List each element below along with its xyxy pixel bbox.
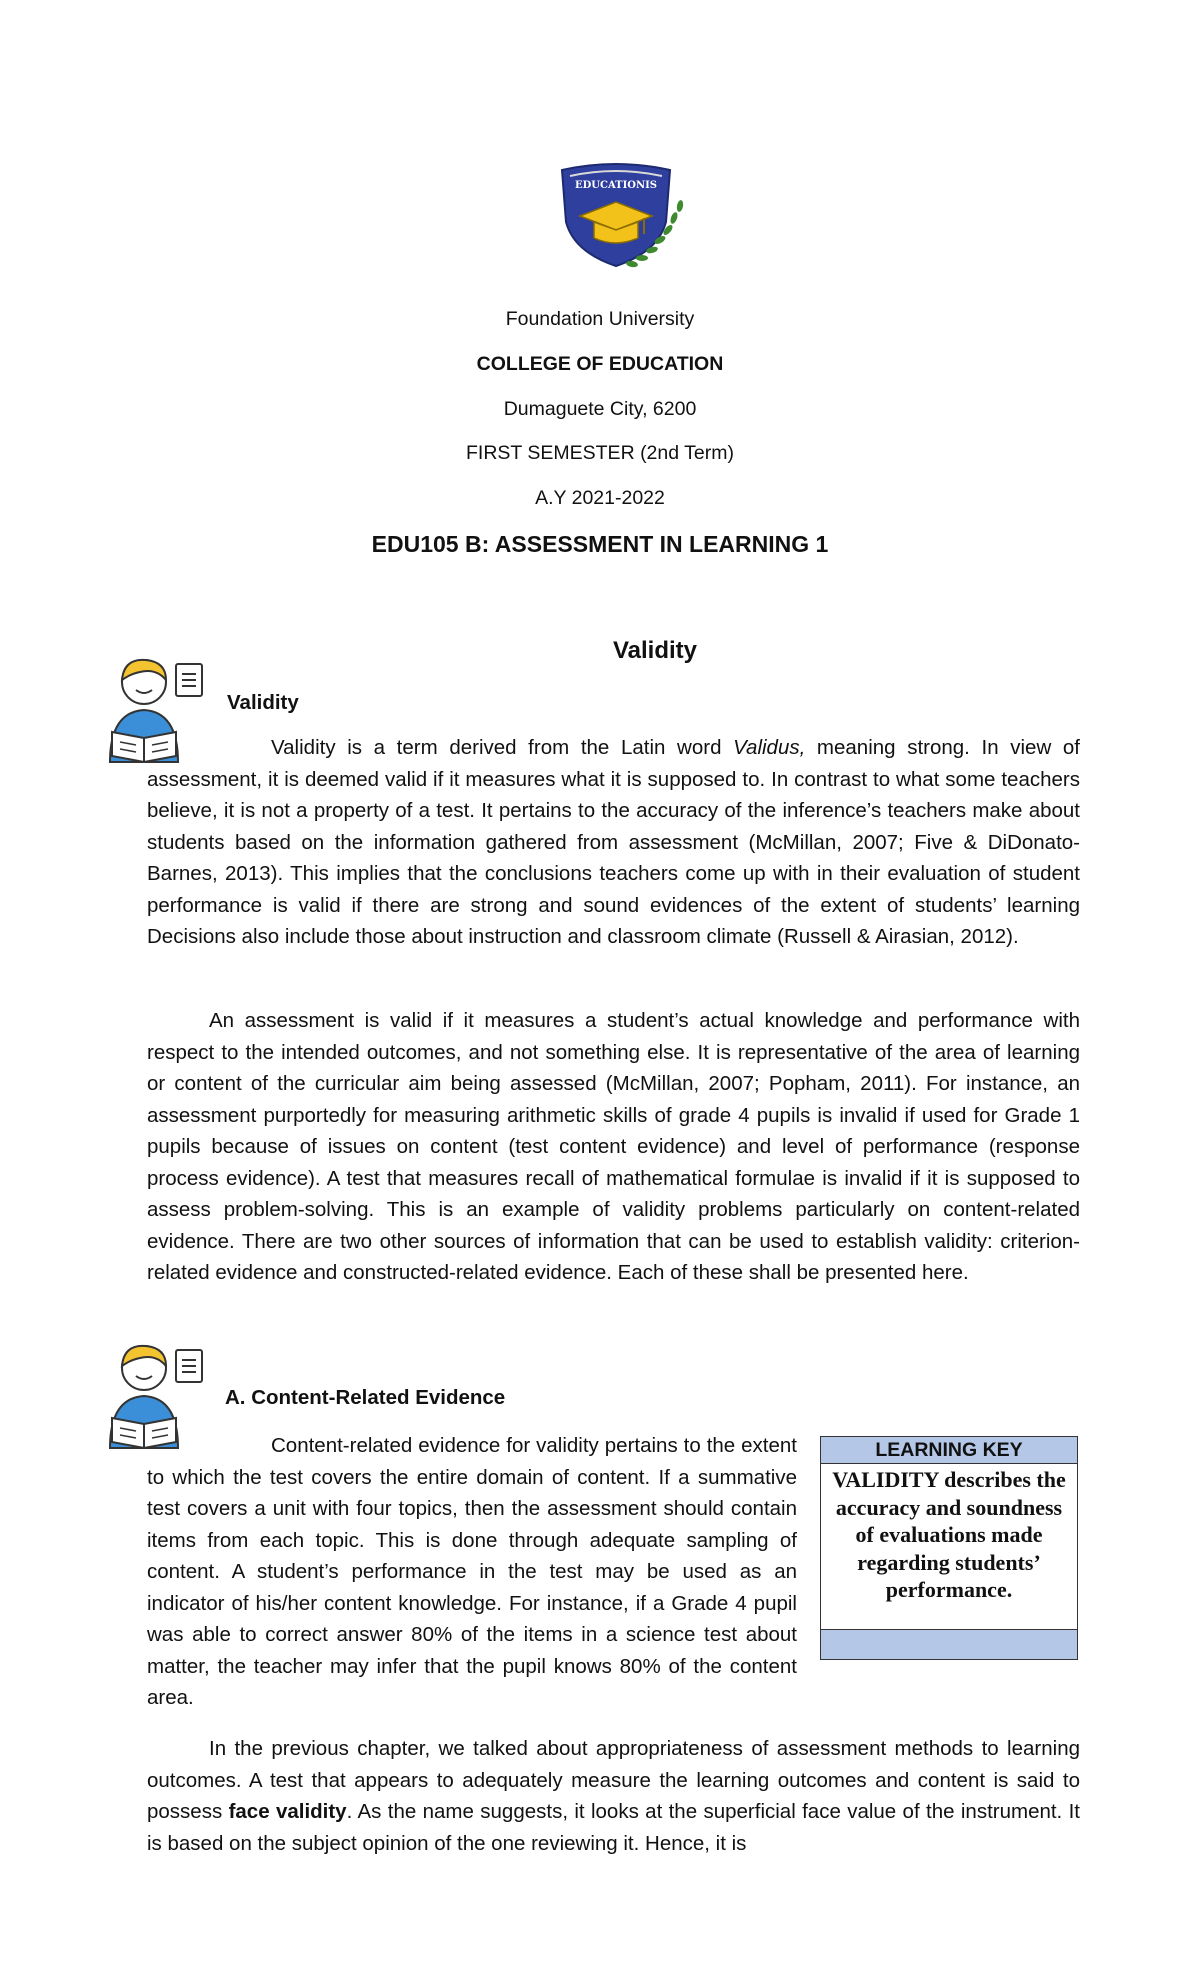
semester-label: FIRST SEMESTER (2nd Term) <box>465 442 734 464</box>
academic-year: A.Y 2021-2022 <box>535 487 665 509</box>
learning-key-text: VALIDITY describes the accuracy and soundness of evaluations made regarding students’ performance. <box>832 1467 1066 1602</box>
educationis-logo-icon <box>556 160 688 276</box>
learning-key-title: LEARNING KEY <box>821 1437 1077 1464</box>
learning-key-box <box>820 1436 1078 1660</box>
logo-text: EDUCATIONIS <box>574 180 658 191</box>
section-heading-content-related: A. Content-Related Evidence <box>225 1386 506 1409</box>
university-name: Foundation University <box>505 308 695 330</box>
city-address: Dumaguete City, 6200 <box>503 398 697 420</box>
paragraph-valid-assessment: An assessment is valid if it measures a student’s actual knowledge and performance with respect to the intended outcomes, and not something else. It is representative of the area of learning or content of the curricular aim being assessed (McMillan, 2007; Popham, 2011). For instance, an assessment purportedly for measuring arithmetic skills of grade 4 pupils is invalid if used for Grade 1 pupils because of issues on content (test content evidence) and level of performance (response process evidence). A test that measures recall of mathematical formulae is invalid if it is supposed to assess problem-solving. This is an example of validity problems particularly on content-related evidence. There are two other sources of information that can be used to establish validity: criterion-related evidence and constructed-related evidence. Each of these shall be presented here. <box>147 1009 1080 1284</box>
paragraph-content-related: Content-related evidence for validity pertains to the extent to which the test covers the entire domain of content. If a summative test covers a unit with four topics, then the assessment should contain items from each topic. This is done through adequate sampling of content. A student’s performance in the test may be used as an indicator of his/her content knowledge. For instance, if a Grade 4 pupil was able to correct answer 80% of the items in a science test about matter, the teacher may infer that the pupil knows 80% of the content area. <box>147 1434 797 1709</box>
paragraph-validity-definition: Validity is a term derived from the Latin word Validus, meaning strong. In view of assessment, it is deemed valid if it measures what it is supposed to. In contrast to what some teachers believe, it is not a property of a test. It pertains to the accuracy of the inference’s teachers make about students based on the information gathered from assessment (McMillan, 2007; Five & DiDonato-Barnes, 2013). This implies that the conclusions teachers come up with in their evaluation of student performance is valid if there are strong and sound evidences of the extent of students’ learning Decisions also include those about instruction and classroom climate (Russell & Airasian, 2012). <box>147 736 1080 948</box>
college-name: COLLEGE OF EDUCATION <box>476 353 724 375</box>
paragraph-face-validity: In the previous chapter, we talked about appropriateness of assessment methods to learning outcomes. A test that appears to adequately measure the learning outcomes and content is said to possess face validity. As the name suggests, it looks at the superficial face value of the instrument. It is based on the subject opinion of the one reviewing it. Hence, it is <box>147 1737 1080 1855</box>
learning-key-footer <box>821 1629 1077 1659</box>
section-heading-validity: Validity <box>227 691 299 714</box>
page-title: Validity <box>612 637 698 664</box>
course-title: EDU105 B: ASSESSMENT IN LEARNING 1 <box>371 531 829 557</box>
